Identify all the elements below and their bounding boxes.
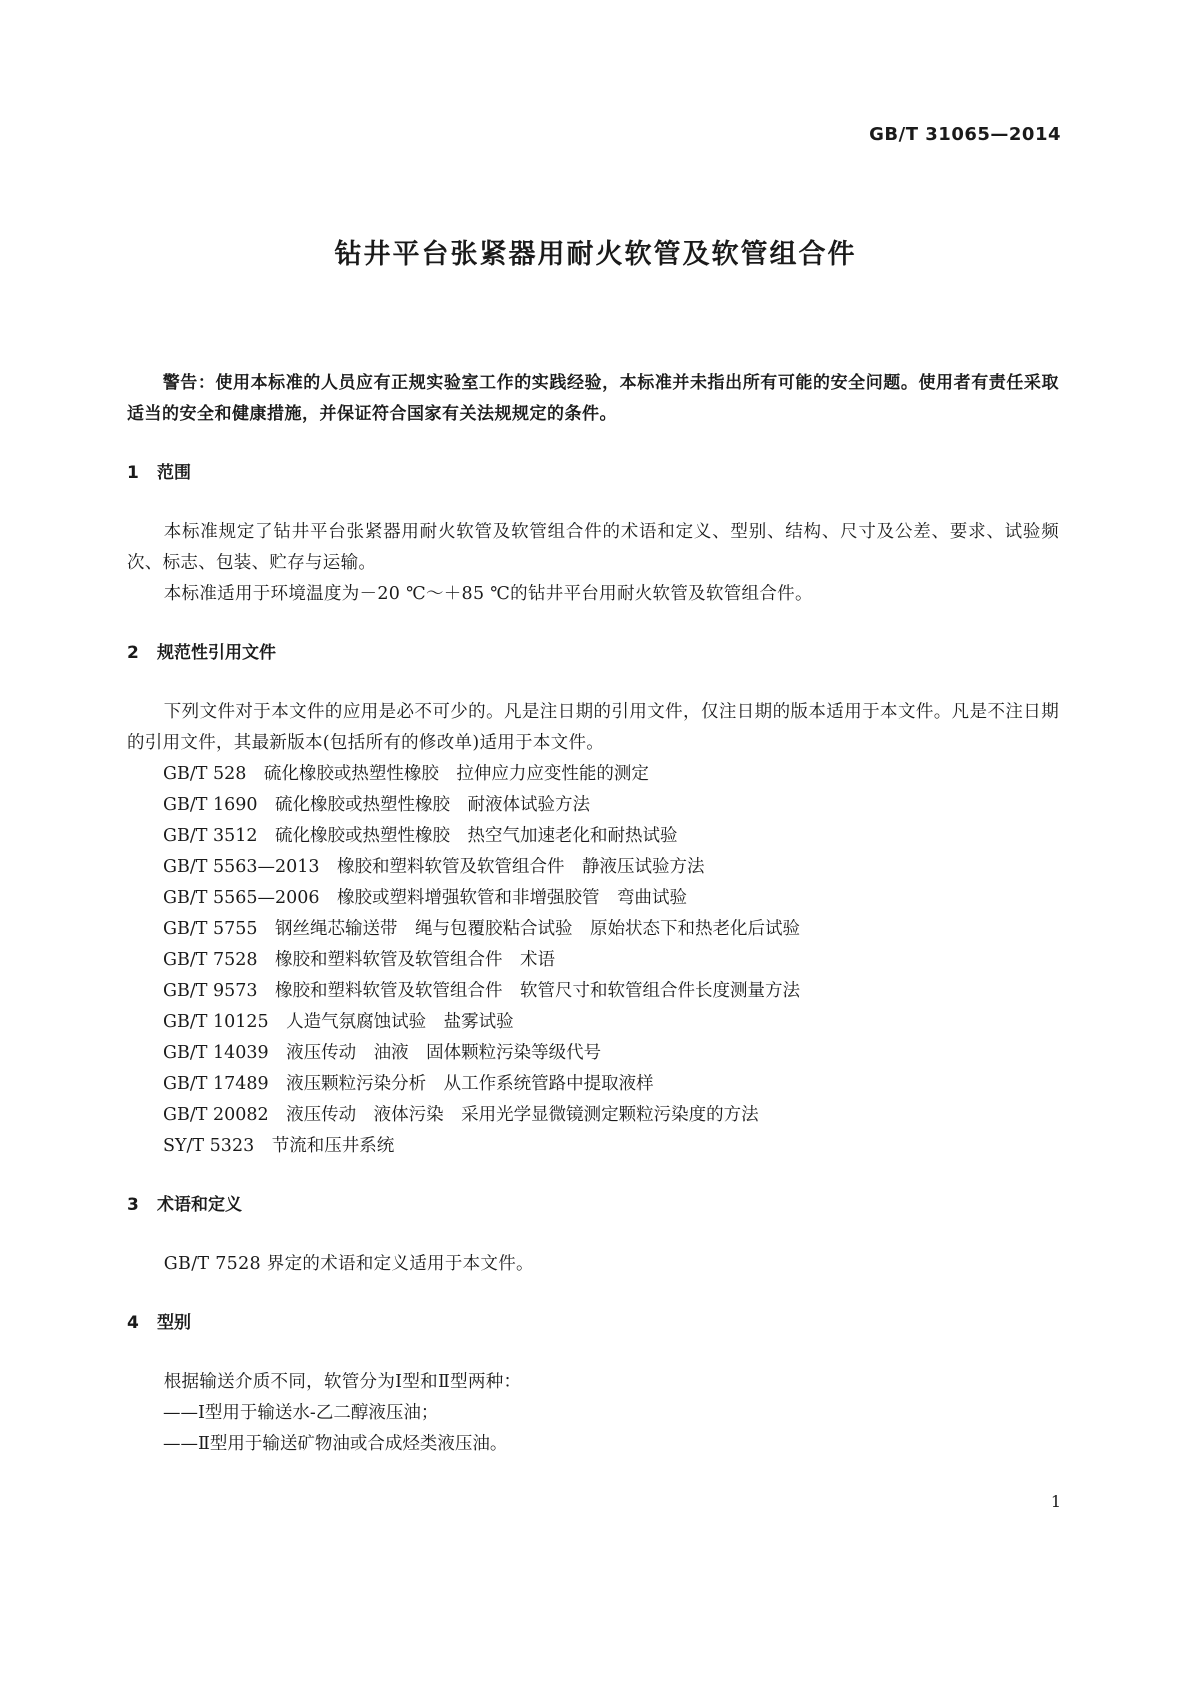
standard-number: GB/T 31065—2014	[869, 124, 1061, 145]
reference-item: GB/T 7528 橡胶和塑料软管及软管组合件 术语	[163, 950, 556, 970]
reference-item: GB/T 5565—2006 橡胶或塑料增强软管和非增强胶管 弯曲试验	[163, 888, 688, 908]
section-number: 4	[127, 1313, 139, 1333]
paragraph: 根据输送介质不同，软管分为Ⅰ型和Ⅱ型两种：	[163, 1372, 522, 1392]
reference-list	[127, 759, 1059, 1162]
section-heading	[127, 1308, 1059, 1339]
section-heading	[127, 638, 1059, 669]
type-item: ——Ⅱ型用于输送矿物油或合成烃类液压油。	[163, 1434, 508, 1454]
document-title: 钻井平台张紧器用耐火软管及软管组合件	[334, 239, 857, 270]
document-body	[127, 368, 1059, 1460]
section-title: 术语和定义	[157, 1195, 242, 1215]
reference-item: GB/T 528 硫化橡胶或热塑性橡胶 拉伸应力应变性能的测定	[163, 764, 649, 784]
reference-item: SY/T 5323 节流和压井系统	[163, 1136, 395, 1156]
section-heading	[127, 1190, 1059, 1221]
type-list	[127, 1398, 1059, 1460]
reference-item: GB/T 10125 人造气氛腐蚀试验 盐雾试验	[163, 1012, 514, 1032]
section-title: 规范性引用文件	[157, 643, 276, 663]
reference-item: GB/T 3512 硫化橡胶或热塑性橡胶 热空气加速老化和耐热试验	[163, 826, 678, 846]
paragraph: 下列文件对于本文件的应用是必不可少的。凡是注日期的引用文件，仅注日期的版本适用于本文件。凡是不注日期的引用文件，其最新版本(包括所有的修改单)适用于本文件。	[127, 702, 1059, 753]
section-terms-definitions	[127, 1190, 1059, 1280]
reference-item: GB/T 17489 液压颗粒污染分析 从工作系统管路中提取液样	[163, 1074, 654, 1094]
reference-item: GB/T 1690 硫化橡胶或热塑性橡胶 耐液体试验方法	[163, 795, 591, 815]
section-scope	[127, 458, 1059, 610]
section-number: 1	[127, 463, 139, 483]
type-item: ——Ⅰ型用于输送水-乙二醇液压油；	[163, 1403, 439, 1423]
paragraph: 本标准适用于环境温度为－20 ℃～＋85 ℃的钻井平台用耐火软管及软管组合件。	[163, 584, 813, 604]
section-title: 型别	[157, 1313, 191, 1333]
section-heading	[127, 458, 1059, 489]
reference-item: GB/T 5563—2013 橡胶和塑料软管及软管组合件 静液压试验方法	[163, 857, 705, 877]
section-title: 范围	[157, 463, 191, 483]
section-normative-references	[127, 638, 1059, 1162]
reference-item: GB/T 14039 液压传动 油液 固体颗粒污染等级代号	[163, 1043, 602, 1063]
section-types	[127, 1308, 1059, 1460]
section-number: 3	[127, 1195, 139, 1215]
reference-item: GB/T 20082 液压传动 液体污染 采用光学显微镜测定颗粒污染度的方法	[163, 1105, 759, 1125]
reference-item: GB/T 5755 钢丝绳芯输送带 绳与包覆胶粘合试验 原始状态下和热老化后试验	[163, 919, 801, 939]
page-number: 1	[1050, 1492, 1061, 1511]
paragraph: GB/T 7528 界定的术语和定义适用于本文件。	[163, 1254, 534, 1274]
warning-paragraph: 警告：使用本标准的人员应有正规实验室工作的实践经验，本标准并未指出所有可能的安全问题。使用者有责任采取适当的安全和健康措施，并保证符合国家有关法规规定的条件。	[127, 373, 1059, 424]
paragraph: 本标准规定了钻井平台张紧器用耐火软管及软管组合件的术语和定义、型别、结构、尺寸及公差、要求、试验频次、标志、包装、贮存与运输。	[127, 522, 1059, 573]
section-number: 2	[127, 643, 139, 663]
reference-item: GB/T 9573 橡胶和塑料软管及软管组合件 软管尺寸和软管组合件长度测量方法	[163, 981, 801, 1001]
